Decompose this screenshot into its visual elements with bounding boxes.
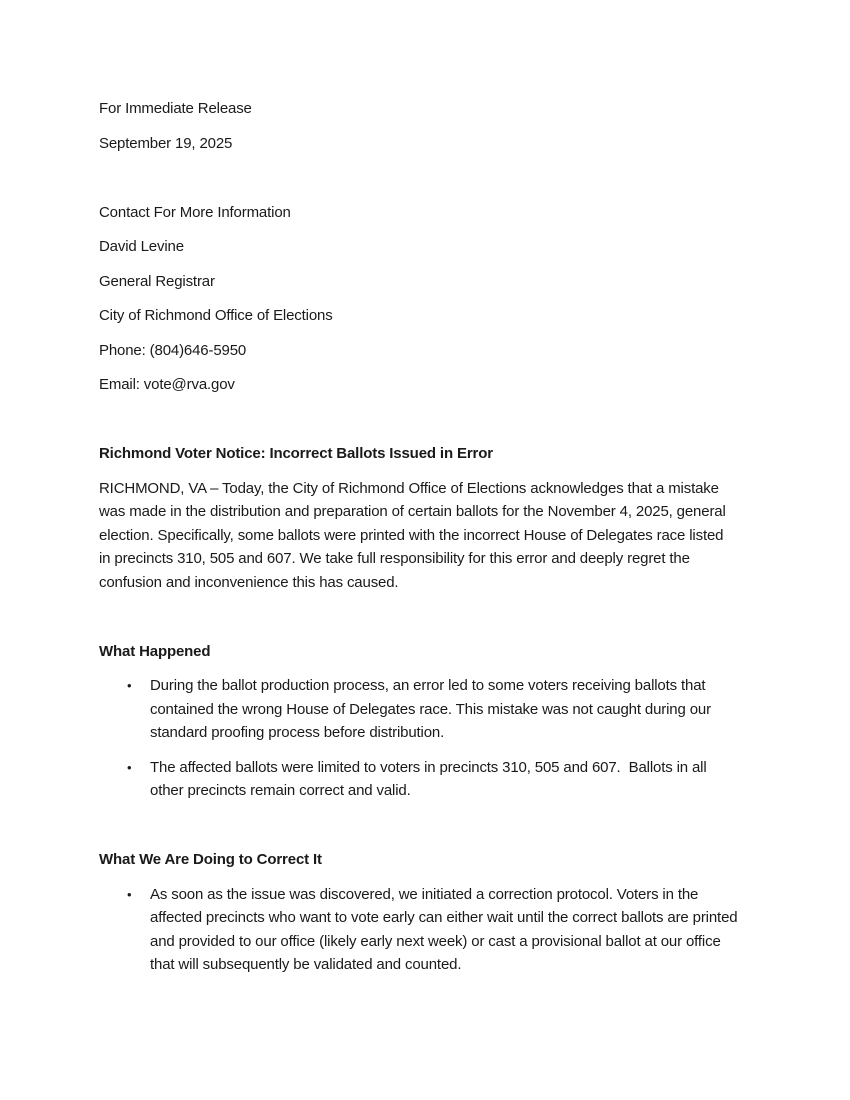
document-body (99, 97, 742, 988)
contact-organization: City of Richmond Office of Elections (99, 307, 333, 324)
contact-heading: Contact For More Information (99, 203, 291, 221)
contact-name: David Levine (99, 238, 184, 255)
notice-body: RICHMOND, VA – Today, the City of Richmond Office of Elections acknowledges that a mistake was made in the distribution and preparation of certain ballots for the November 4, 2025, general election. Specifically, some ballots were printed with the incorrect House of Delegates race listed in precincts 310, 505 and 607. We take full responsibility for this error and deeply regret the confusion and inconvenience this has caused. (99, 479, 730, 591)
bullet-dot-icon: • (127, 886, 132, 902)
notice-heading: Richmond Voter Notice: Incorrect Ballots Issued in Error (99, 445, 493, 462)
correction-heading: What We Are Doing to Correct It (99, 851, 322, 868)
bullet-dot-icon: • (127, 678, 132, 693)
what-happened-heading: What Happened (99, 642, 211, 660)
bullet-dot-icon: • (127, 759, 132, 775)
what-happened-bullet-2 (99, 756, 738, 803)
contact-phone: Phone: (804)646-5950 (99, 341, 247, 359)
bullet-text: The affected ballots were limited to voters in precincts 310, 505 and 607. Ballots in all other precincts remain correct and valid. (150, 758, 711, 799)
contact-title: General Registrar (99, 272, 215, 290)
bullet-text: As soon as the issue was discovered, we initiated a correction protocol. Voters in the affected precincts who want to vote early can either wait until the correct ballots are printed and provided to our office (likely early next week) or cast a provisional ballot at our office that will subsequently be validated and counted. (150, 885, 742, 973)
contact-email: Email: vote@rva.gov (99, 376, 235, 393)
correction-bullet-1 (99, 883, 742, 977)
date-line: September 19, 2025 (99, 134, 233, 152)
release-line: For Immediate Release (99, 100, 252, 117)
what-happened-bullet-1 (99, 674, 738, 745)
bullet-text: During the ballot production process, an error led to some voters receiving ballots that contained the wrong House of Delegates race. This mistake was not caught during our standard proofing process before distribution. (150, 677, 715, 741)
